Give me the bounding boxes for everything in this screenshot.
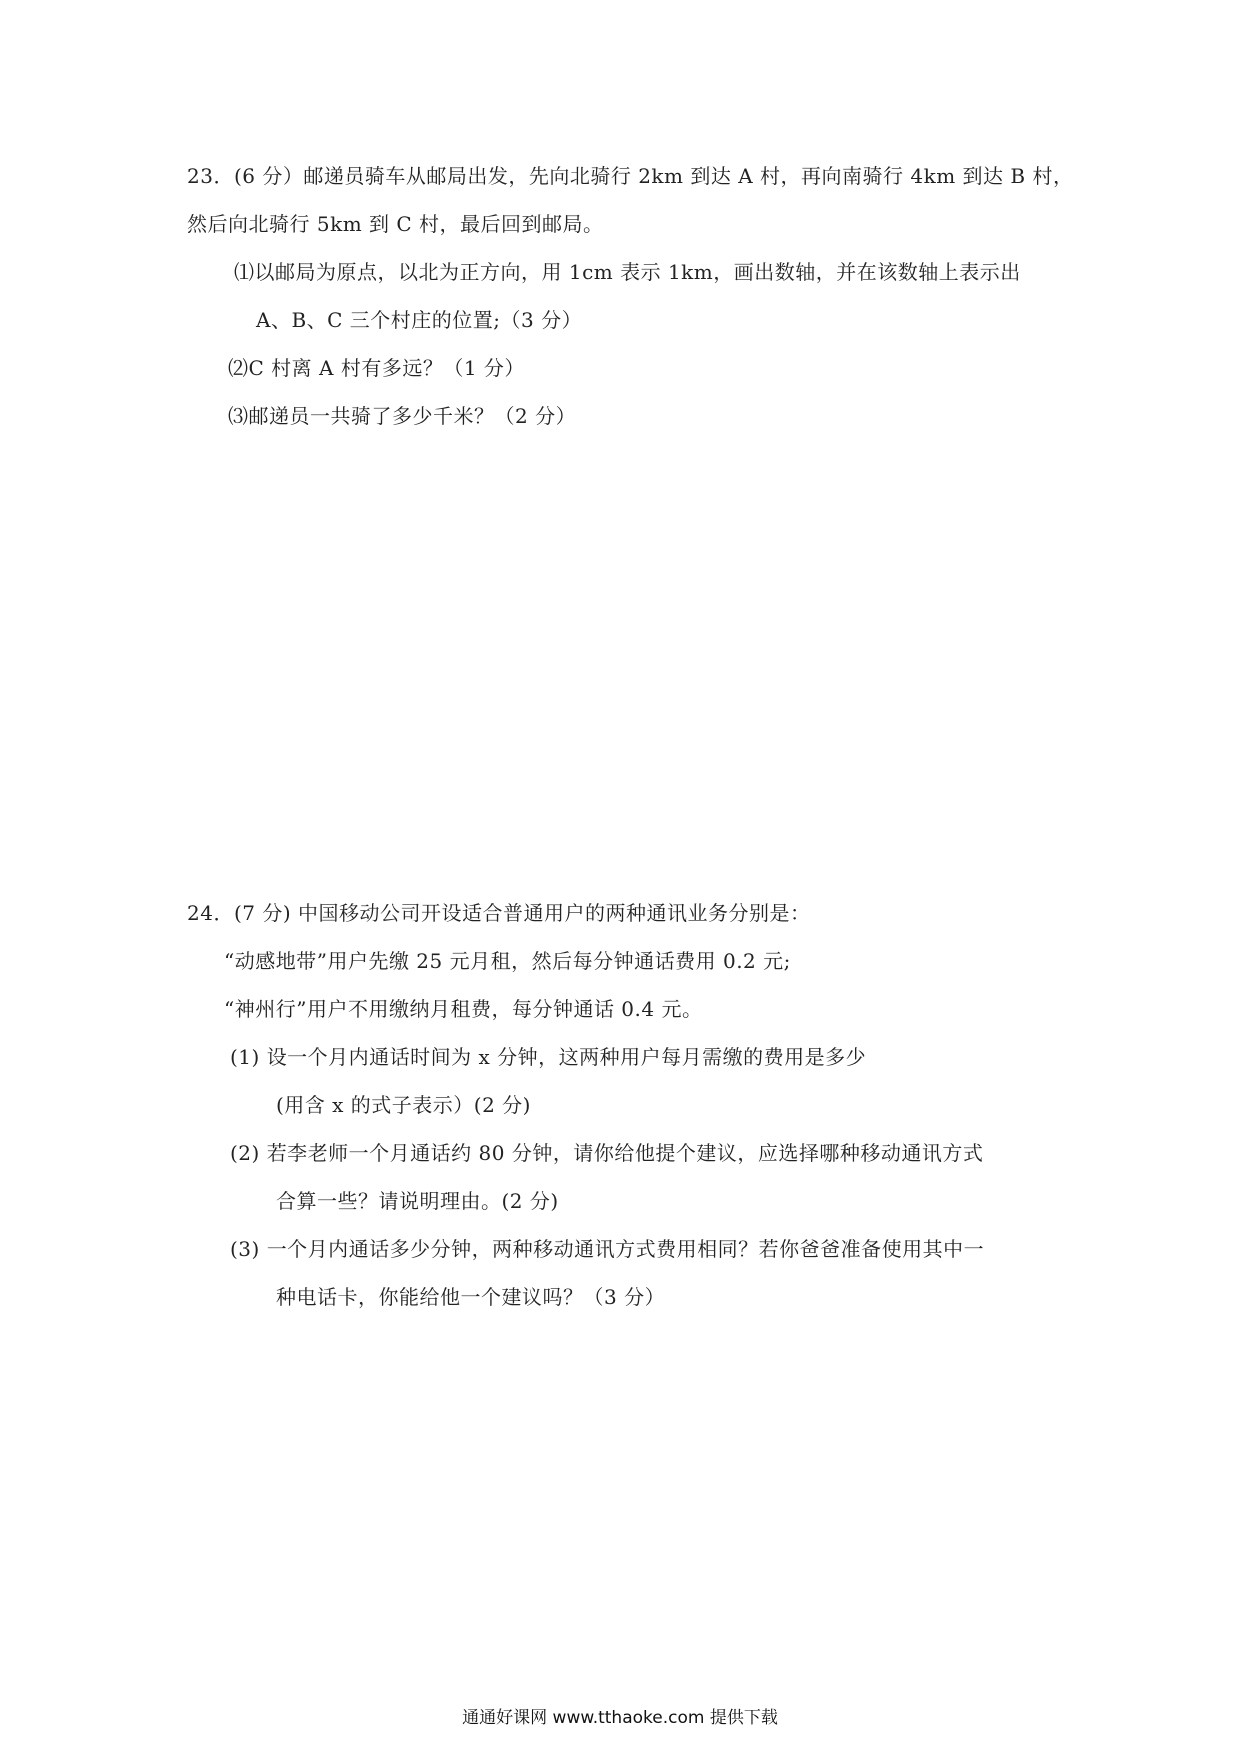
q24-line2: “动感地带”用户先缴 25 元月租，然后每分钟通话费用 0.2 元; <box>224 949 791 973</box>
q23-sub3: ⑶邮递员一共骑了多少千米？（2 分） <box>228 404 577 428</box>
q24-sub2-line2: 合算一些？请说明理由。(2 分) <box>276 1189 559 1213</box>
q23-sub1-line2: A、B、C 三个村庄的位置;（3 分） <box>256 308 583 332</box>
q24-sub2-line1: (2) 若李老师一个月通话约 80 分钟，请你给他提个建议，应选择哪种移动通讯方式 <box>230 1141 984 1165</box>
footer-download-note: 通通好课网 www.tthaoke.com 提供下载 <box>462 1708 778 1728</box>
q24-line1: 24．(7 分) 中国移动公司开设适合普通用户的两种通讯业务分别是： <box>187 901 811 925</box>
q23-sub2: ⑵C 村离 A 村有多远？（1 分） <box>228 356 525 380</box>
q24-line3: “神州行”用户不用缴纳月租费，每分钟通话 0.4 元。 <box>224 997 703 1021</box>
q23-line2: 然后向北骑行 5km 到 C 村，最后回到邮局。 <box>187 212 604 236</box>
q23-sub1-line1: ⑴以邮局为原点，以北为正方向，用 1cm 表示 1km，画出数轴，并在该数轴上表示出 <box>234 260 1021 284</box>
q24-sub1-line2: (用含 x 的式子表示）(2 分) <box>276 1093 531 1117</box>
q24-sub1-line1: (1) 设一个月内通话时间为 x 分钟，这两种用户每月需缴的费用是多少 <box>230 1045 867 1069</box>
q24-sub3-line1: (3) 一个月内通话多少分钟，两种移动通讯方式费用相同？若你爸爸准备使用其中一 <box>230 1237 985 1261</box>
q23-line1: 23．(6 分）邮递员骑车从邮局出发，先向北骑行 2km 到达 A 村，再向南骑行 4km 到达 B 村， <box>187 164 1074 188</box>
q24-sub3-line2: 种电话卡，你能给他一个建议吗？（3 分） <box>276 1285 666 1309</box>
